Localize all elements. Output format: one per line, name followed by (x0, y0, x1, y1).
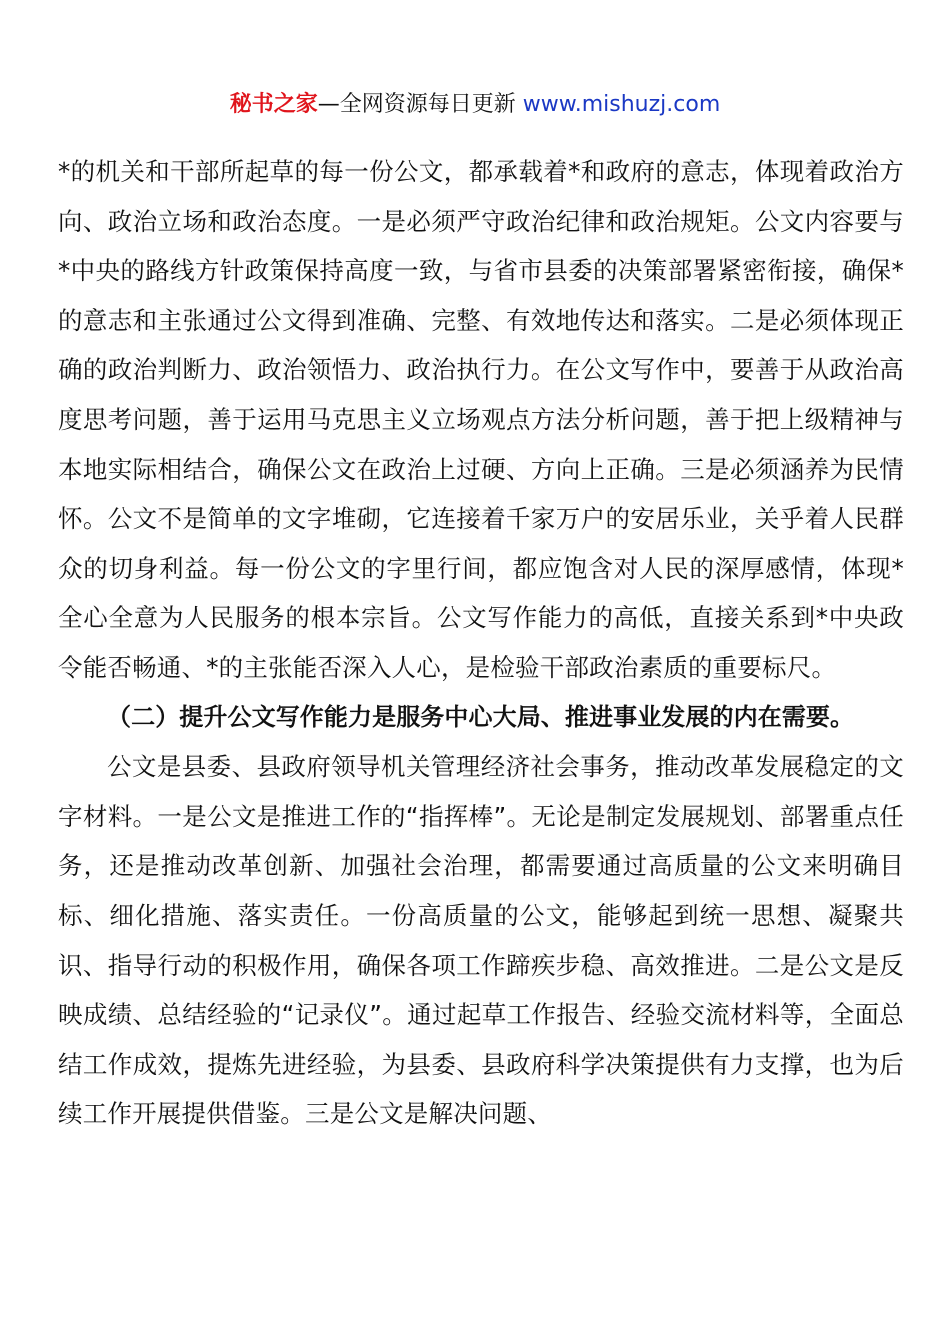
header-tagline: —全网资源每日更新 (317, 92, 523, 117)
brand-name: 秘书之家 (229, 92, 318, 117)
document-body (58, 147, 904, 1139)
body-paragraph-1: *的机关和干部所起草的每一份公文，都承载着*和政府的意志，体现着政治方向、政治立场和政治态度。一是必须严守政治纪律和政治规矩。公文内容要与*中央的路线方针政策保持高度一致，与省市县委的决策部署紧密衔接，确保*的意志和主张通过公文得到准确、完整、有效地传达和落实。二是必须体现正确的政治判断力、政治领悟力、政治执行力。在公文写作中，要善于从政治高度思考问题，善于运用马克思主义立场观点方法分析问题，善于把上级精神与本地实际相结合，确保公文在政治上过硬、方向上正确。三是必须涵养为民情怀。公文不是简单的文字堆砌，它连接着千家万户的安居乐业，关乎着人民群众的切身利益。每一份公文的字里行间，都应饱含对人民的深厚感情，体现*全心全意为人民服务的根本宗旨。公文写作能力的高低，直接关系到*中央政令能否畅通、*的主张能否深入人心，是检验干部政治素质的重要标尺。 (58, 157, 904, 682)
site-url-link[interactable]: www.mishuzj.com (522, 92, 721, 117)
body-paragraph-2: 公文是县委、县政府领导机关管理经济社会事务，推动改革发展稳定的文字材料。一是公文是推进工作的“指挥棒”。无论是制定发展规划、部署重点任务，还是推动改革创新、加强社会治理，都需要通过高质量的公文来明确目标、细化措施、落实责任。一份高质量的公文，能够起到统一思想、凝聚共识、指导行动的积极作用，确保各项工作蹄疾步稳、高效推进。二是公文是反映成绩、总结经验的“记录仪”。通过起草工作报告、经验交流材料等，全面总结工作成效，提炼先进经验，为县委、县政府科学决策提供有力支撑，也为后续工作开展提供借鉴。三是公文是解决问题、 (58, 752, 904, 1129)
site-watermark-header (0, 88, 950, 122)
section-heading-2: （二）提升公文写作能力是服务中心大局、推进事业发展的内在需要。 (107, 702, 855, 731)
